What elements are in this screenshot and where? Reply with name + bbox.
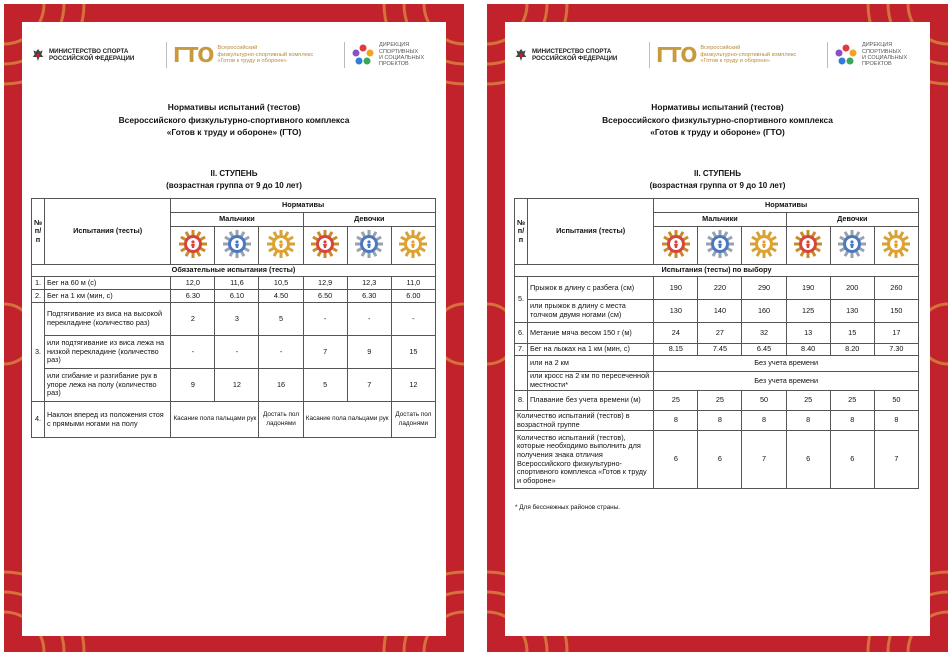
directorate-logo <box>834 42 907 68</box>
document-page-right <box>487 4 948 652</box>
test-name: Бег на лыжах на 1 км (мин, с) <box>528 344 654 356</box>
col-tests-header: Испытания (тесты) <box>528 199 654 265</box>
bronze-badge-icon <box>310 229 340 259</box>
directorate-text-3: И СОЦИАЛЬНЫХ <box>862 55 908 61</box>
table-row <box>515 300 919 323</box>
row-num: 4. <box>32 402 45 438</box>
test-name: Количество испытаний (тестов), которые необходимо выполнить для получения знака отличия Всероссийского физкультурно-спортивного комплекса «Готов к труду и обороне» <box>515 431 654 489</box>
norm-value: 13 <box>786 323 830 344</box>
norm-value: 7.45 <box>698 344 742 356</box>
col-num-header: № п/п <box>32 199 45 265</box>
row-num: 5. <box>515 277 528 323</box>
test-name: Наклон вперед из положения стоя с прямыми ногами на полу <box>45 402 171 438</box>
test-name: Количество испытаний (тестов) в возрастной группе <box>515 411 654 431</box>
col-norms-header: Нормативы <box>654 199 919 213</box>
silver-badge-icon <box>705 229 735 259</box>
row-num: 6. <box>515 323 528 344</box>
norm-value: - <box>347 303 391 336</box>
gto-logo <box>656 43 821 67</box>
norm-value: Касание пола пальцами рук <box>171 402 259 438</box>
gto-mark: ГТО <box>173 43 214 67</box>
table-row <box>515 323 919 344</box>
norm-value: 8 <box>742 411 786 431</box>
norm-value: Без учета времени <box>654 372 919 391</box>
norm-value: Достать пол ладонями <box>391 402 435 438</box>
test-name: или сгибание и разгибание рук в упоре лежа на полу (количество раз) <box>45 369 171 402</box>
document-title <box>22 101 446 139</box>
directorate-text-2: СПОРТИВНЫХ <box>379 48 419 55</box>
bronze-badge-icon <box>178 229 208 259</box>
norm-value: 11,0 <box>391 277 435 290</box>
norm-value: 190 <box>786 277 830 300</box>
table-row <box>32 277 436 290</box>
test-name: Плавание без учета времени (м) <box>528 391 654 411</box>
table-row <box>32 303 436 336</box>
gold-badge-icon <box>398 229 428 259</box>
test-name: или кросс на 2 км по пересеченной местности* <box>528 372 654 391</box>
directorate-text-3: И СОЦИАЛЬНЫХ <box>379 55 425 61</box>
norm-value: 125 <box>786 300 830 323</box>
norm-value: - <box>215 336 259 369</box>
norm-value: Достать пол ладонями <box>259 402 303 438</box>
ministry-name: МИНИСТЕРСТВО СПОРТА РОССИЙСКОЙ ФЕДЕРАЦИИ <box>532 47 618 62</box>
norm-value: 6.30 <box>347 290 391 303</box>
norm-value: 50 <box>874 391 918 411</box>
divider <box>649 42 650 68</box>
norm-value: 6 <box>830 431 874 489</box>
norm-value: 7 <box>303 336 347 369</box>
gto-text-1: Всероссийский <box>700 45 741 52</box>
directorate-text-2: СПОРТИВНЫХ <box>862 48 902 55</box>
norm-value: 5 <box>259 303 303 336</box>
norm-value: 160 <box>742 300 786 323</box>
table-row <box>515 356 919 372</box>
stage-age: (возрастная группа от 9 до 10 лет) <box>649 181 786 190</box>
norm-value: 200 <box>830 277 874 300</box>
norm-value: 6 <box>786 431 830 489</box>
norm-value: 7 <box>874 431 918 489</box>
row-num: 8. <box>515 391 528 411</box>
norm-value: 32 <box>742 323 786 344</box>
norm-value: 8.40 <box>786 344 830 356</box>
bronze-badge-icon <box>793 229 823 259</box>
gold-badge-icon <box>881 229 911 259</box>
ministry-logo <box>515 44 643 66</box>
norm-value: Касание пола пальцами рук <box>303 402 391 438</box>
norm-value: 6 <box>698 431 742 489</box>
norm-value: 7.30 <box>874 344 918 356</box>
norm-value: 15 <box>391 336 435 369</box>
test-name: Подтягивание из виса на высокой перекладине (количество раз) <box>45 303 171 336</box>
norm-value: 6.30 <box>171 290 215 303</box>
bronze-badge-icon <box>661 229 691 259</box>
norm-value: - <box>259 336 303 369</box>
test-name: Метание мяча весом 150 г (м) <box>528 323 654 344</box>
col-tests-header: Испытания (тесты) <box>45 199 171 265</box>
directorate-text-1: ДИРЕКЦИЯ <box>379 42 410 49</box>
table-row <box>515 344 919 356</box>
norm-value: 4.50 <box>259 290 303 303</box>
title-line-1: Нормативы испытаний (тестов) <box>167 102 301 112</box>
norm-value: 190 <box>654 277 698 300</box>
norm-value: 25 <box>830 391 874 411</box>
test-name: или прыжок в длину с места толчком двумя ногами (см) <box>528 300 654 323</box>
silver-badge-icon <box>222 229 252 259</box>
norm-value: 12,3 <box>347 277 391 290</box>
norm-value: 25 <box>698 391 742 411</box>
coat-of-arms-icon <box>32 44 44 66</box>
norm-value: - <box>303 303 347 336</box>
norms-table-right <box>514 198 919 489</box>
title-line-2: Всероссийского физкультурно-спортивного комплекса <box>602 114 833 125</box>
norm-value: 11,6 <box>215 277 259 290</box>
test-name: Бег на 1 км (мин, с) <box>45 290 171 303</box>
test-name: Прыжок в длину с разбега (см) <box>528 277 654 300</box>
norm-value: 8.20 <box>830 344 874 356</box>
gto-mark: ГТО <box>656 43 697 67</box>
norm-value: 8.15 <box>654 344 698 356</box>
col-girls-header: Девочки <box>303 213 435 227</box>
norm-value: 50 <box>742 391 786 411</box>
norm-value: 6.50 <box>303 290 347 303</box>
table-row <box>515 277 919 300</box>
norm-value: 9 <box>171 369 215 402</box>
section-mandatory: Обязательные испытания (тесты) <box>32 265 436 277</box>
table-row <box>32 402 436 438</box>
norm-value: 6.10 <box>215 290 259 303</box>
row-num: 1. <box>32 277 45 290</box>
norm-value: 25 <box>654 391 698 411</box>
star-logo-icon <box>834 43 858 67</box>
gto-text-3: «Готов к труду и обороне» <box>700 58 770 65</box>
gto-text-3: «Готов к труду и обороне» <box>217 58 287 65</box>
col-num-header: № п/п <box>515 199 528 265</box>
ministry-name: МИНИСТЕРСТВО СПОРТА РОССИЙСКОЙ ФЕДЕРАЦИИ <box>49 47 135 62</box>
table-row <box>32 290 436 303</box>
table-row <box>32 336 436 369</box>
norm-value: 12,9 <box>303 277 347 290</box>
document-title <box>505 101 930 139</box>
table-row <box>515 431 919 489</box>
table-row <box>515 372 919 391</box>
norm-value: 140 <box>698 300 742 323</box>
norm-value: 8 <box>830 411 874 431</box>
document-page-left <box>4 4 464 652</box>
stage-age: (возрастная группа от 9 до 10 лет) <box>166 181 302 190</box>
silver-badge-icon <box>837 229 867 259</box>
norm-value: 12,0 <box>171 277 215 290</box>
norm-value: 3 <box>215 303 259 336</box>
title-line-3: «Готов к труду и обороне» (ГТО) <box>650 127 785 137</box>
test-name: или на 2 км <box>528 356 654 372</box>
norms-table-left <box>31 198 436 438</box>
norm-value: 25 <box>786 391 830 411</box>
norm-value: 6.45 <box>742 344 786 356</box>
norm-value: 220 <box>698 277 742 300</box>
coat-of-arms-icon <box>515 44 527 66</box>
norm-value: 150 <box>874 300 918 323</box>
norm-value: 6 <box>654 431 698 489</box>
directorate-text-1: ДИРЕКЦИЯ <box>862 42 893 49</box>
table-row <box>515 411 919 431</box>
norm-value: 24 <box>654 323 698 344</box>
test-name: или подтягивание из виса лежа на низкой перекладине (количество раз) <box>45 336 171 369</box>
norm-value: 12 <box>391 369 435 402</box>
norm-value: 260 <box>874 277 918 300</box>
norm-value: 7 <box>742 431 786 489</box>
norm-value: - <box>391 303 435 336</box>
norm-value: 8 <box>698 411 742 431</box>
gto-text-1: Всероссийский <box>217 45 258 52</box>
stage-name: II. СТУПЕНЬ <box>210 169 258 178</box>
silver-badge-icon <box>354 229 384 259</box>
col-boys-header: Мальчики <box>171 213 303 227</box>
norm-value: 12 <box>215 369 259 402</box>
divider <box>344 42 345 68</box>
norm-value: 8 <box>786 411 830 431</box>
norm-value: 5 <box>303 369 347 402</box>
norm-value: 17 <box>874 323 918 344</box>
row-num: 2. <box>32 290 45 303</box>
star-logo-icon <box>351 43 375 67</box>
footnote: * Для бесснежных районов страны. <box>515 504 621 511</box>
page-header <box>515 34 920 76</box>
norm-value: 130 <box>830 300 874 323</box>
norm-value: 6.00 <box>391 290 435 303</box>
norm-value: 130 <box>654 300 698 323</box>
title-line-3: «Готов к труду и обороне» (ГТО) <box>166 127 302 137</box>
gto-text-2: физкультурно-спортивный комплекс <box>217 51 314 58</box>
section-optional: Испытания (тесты) по выбору <box>515 265 919 277</box>
norm-value: 9 <box>347 336 391 369</box>
norm-value: - <box>171 336 215 369</box>
directorate-logo <box>351 42 424 68</box>
gto-text-2: физкультурно-спортивный комплекс <box>700 51 797 58</box>
norm-value: 10,5 <box>259 277 303 290</box>
stage-name: II. СТУПЕНЬ <box>694 169 741 178</box>
gold-badge-icon <box>266 229 296 259</box>
row-num: 3. <box>32 303 45 402</box>
col-girls-header: Девочки <box>786 213 918 227</box>
norm-value: Без учета времени <box>654 356 919 372</box>
table-row <box>515 391 919 411</box>
norm-value: 2 <box>171 303 215 336</box>
norm-value: 8 <box>874 411 918 431</box>
page-header <box>32 34 436 76</box>
norm-value: 27 <box>698 323 742 344</box>
row-num: 7. <box>515 344 528 356</box>
directorate-text-4: ПРОЕКТОВ <box>379 61 409 68</box>
norm-value: 8 <box>654 411 698 431</box>
table-row <box>32 369 436 402</box>
stage-heading <box>22 168 446 192</box>
divider <box>827 42 828 68</box>
directorate-text-4: ПРОЕКТОВ <box>862 61 892 68</box>
title-line-2: Всероссийского физкультурно-спортивного комплекса <box>118 114 350 125</box>
norm-value: 16 <box>259 369 303 402</box>
gold-badge-icon <box>749 229 779 259</box>
norm-value: 15 <box>830 323 874 344</box>
norm-value: 7 <box>347 369 391 402</box>
norm-value: 290 <box>742 277 786 300</box>
gto-logo <box>173 43 338 67</box>
divider <box>166 42 167 68</box>
ministry-logo <box>32 44 160 66</box>
title-line-1: Нормативы испытаний (тестов) <box>651 102 784 112</box>
stage-heading <box>505 168 930 192</box>
col-boys-header: Мальчики <box>654 213 786 227</box>
col-norms-header: Нормативы <box>171 199 436 213</box>
test-name: Бег на 60 м (с) <box>45 277 171 290</box>
